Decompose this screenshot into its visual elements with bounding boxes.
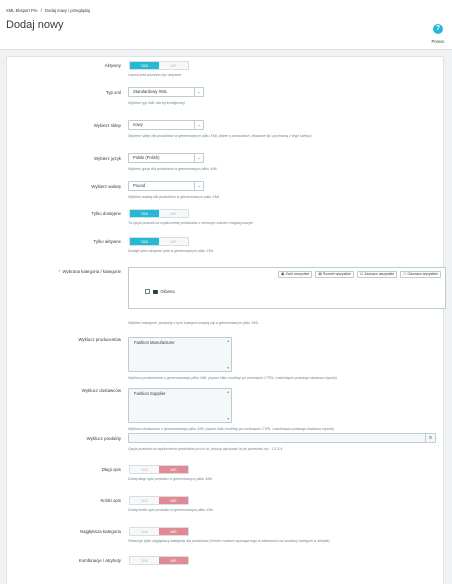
category-checkbox[interactable] (145, 289, 150, 294)
deepest-category-yes-option[interactable]: TAK (130, 528, 159, 535)
exclude-suppliers-help: Wyklucz dostawców z generowanego pliku XML (wybór kilku możliwy po wciśnięciu CTRL i naciśnięciu prawego klawisza myszki) (128, 427, 334, 431)
shop-label: Wybierz sklep (93, 123, 121, 128)
folder-collapse-icon: ▣ (281, 272, 285, 276)
category-root-label[interactable]: Główna (160, 289, 175, 294)
currency-select[interactable] (128, 181, 204, 191)
uncheck-all-label: Odznacz wszystkie (407, 272, 438, 276)
collapse-all-button[interactable] (278, 271, 312, 278)
category-tree (128, 267, 446, 309)
currency-help: Wybierz walutę dla produktów w generowanym pliku XML (128, 195, 220, 199)
help-label: Pomoc (431, 39, 445, 44)
only-active-switch[interactable] (129, 237, 189, 246)
language-value: Polski (Polish) (133, 155, 160, 160)
collapse-all-label: Zwiń wszystkie (285, 272, 310, 276)
active-label: Aktywny (104, 63, 121, 68)
active-yes-option[interactable]: TAK (130, 62, 159, 69)
settings-icon[interactable]: ⚙ (425, 434, 435, 442)
combinations-yes-option[interactable]: TAK (130, 557, 159, 564)
only-available-switch[interactable] (129, 209, 189, 218)
category-tree-item (145, 289, 175, 294)
square-icon: ☐ (403, 272, 407, 276)
breadcrumb (6, 8, 92, 13)
check-all-button[interactable] (357, 271, 397, 278)
deepest-category-switch[interactable] (129, 527, 189, 536)
exclude-suppliers-label: Wyklucz dostawców (81, 388, 121, 393)
exclude-products-help: Opcja pozwala na wykluczenie produktów po ich id, proszę wpisywać id po przecinku np.: 1,2,3,4 (128, 447, 283, 451)
check-all-label: Zaznacz wszystkie (364, 272, 395, 276)
breadcrumb-module[interactable]: XML Eksport Pro (6, 8, 38, 13)
language-help: Wybierz język dla produktów w generowanym pliku XML (128, 167, 218, 171)
chevron-down-icon: ⌄ (194, 154, 203, 162)
deepest-category-help: Pokazuje tylko najgłębszą kategorię dla produktów (Ceneo czasem wymaga tego w zależności od struktury kategorii w sklepie) (128, 539, 330, 543)
active-no-option[interactable]: NIE (159, 62, 188, 69)
page-header (0, 0, 452, 50)
only-active-no-option[interactable]: NIE (159, 238, 188, 245)
short-desc-yes-option[interactable]: TAK (130, 497, 159, 504)
short-desc-help: Dodaj krótki opis produktu w generowanym pliku XML (128, 508, 214, 512)
long-desc-no-option[interactable]: NIE (159, 466, 188, 473)
category-label (11, 269, 121, 274)
config-form-panel (6, 56, 444, 584)
uncheck-all-button[interactable] (400, 271, 441, 278)
long-desc-switch[interactable] (129, 465, 189, 474)
deepest-category-no-option[interactable]: NIE (159, 528, 188, 535)
only-available-no-option[interactable]: NIE (159, 210, 188, 217)
currency-value: Pound (133, 183, 146, 188)
expand-all-label: Rozwiń wszystkie (322, 272, 351, 276)
only-available-help: Ta opcja pozwoli na wykluczenie produktów z zerowym stanem magazynowym (128, 221, 254, 225)
check-square-icon: ☑ (360, 272, 364, 276)
manufacturer-option[interactable]: Fashion Manufacturer (134, 340, 175, 345)
supplier-option[interactable]: Fashion Supplier (134, 391, 166, 396)
short-desc-label: Krótki opis (100, 498, 121, 503)
only-active-help: Dodaje tylko aktywne pola w generowanym pliku XML (128, 249, 214, 253)
required-marker: * (58, 269, 61, 274)
folder-expand-icon: ▤ (318, 272, 322, 276)
short-desc-no-option[interactable]: NIE (159, 497, 188, 504)
scroll-down-icon[interactable]: ▼ (226, 366, 230, 370)
chevron-down-icon: ⌄ (194, 121, 203, 129)
only-available-label: Tylko dostępne (91, 211, 121, 216)
short-desc-switch[interactable] (129, 496, 189, 505)
active-help: Usuwa jeśli powinno być aktywne (128, 73, 182, 77)
xml-type-value: Standardowy XML (133, 89, 168, 94)
combinations-switch[interactable] (129, 556, 189, 565)
exclude-manufacturers-list[interactable] (128, 337, 232, 372)
breadcrumb-current: Dodaj nowy / przeglądaj (45, 8, 90, 13)
xml-type-help: Wybierz typ XML dla tej konfiguracji (128, 101, 185, 105)
shop-help: Wybierz sklep dla produktów w generowanym pliku XML (dane o produktach, dostawie itp. pochodzą z tego sklepu) (128, 134, 312, 138)
long-desc-yes-option[interactable]: TAK (130, 466, 159, 473)
xml-type-select[interactable] (128, 87, 204, 97)
exclude-products-input[interactable] (128, 433, 436, 443)
only-available-yes-option[interactable]: TAK (130, 210, 159, 217)
scroll-down-icon[interactable]: ▼ (226, 417, 230, 421)
chevron-down-icon: ⌄ (194, 88, 203, 96)
long-desc-label: Długi opis (101, 467, 121, 472)
combinations-no-option[interactable]: NIE (159, 557, 188, 564)
active-switch[interactable] (129, 61, 189, 70)
folder-icon (153, 290, 158, 294)
scroll-up-icon[interactable]: ▲ (226, 390, 230, 394)
shop-select[interactable] (128, 120, 204, 130)
chevron-down-icon: ⌄ (194, 182, 203, 190)
long-desc-help: Dodaj długi opis produktu w generowanym pliku XML (128, 477, 213, 481)
xml-type-label: Typ xml (105, 90, 121, 95)
category-tree-toolbar (278, 271, 441, 278)
help-button[interactable] (428, 24, 448, 44)
category-label-text: Wybrana kategoria / kategorie (62, 269, 121, 274)
expand-all-button[interactable] (315, 271, 354, 278)
shop-value: nowy (133, 122, 143, 127)
page-title: Dodaj nowy (6, 19, 64, 31)
category-help: Wybierz kategorie, produkty z tych kategorii znajdą się w generowanym pliku XML (128, 321, 259, 325)
language-select[interactable] (128, 153, 204, 163)
currency-label: Wybierz walutę (91, 184, 121, 189)
breadcrumb-separator: / (40, 8, 42, 13)
deepest-category-label: Najgłębsza kategoria (79, 529, 121, 534)
scroll-up-icon[interactable]: ▲ (226, 339, 230, 343)
only-active-yes-option[interactable]: TAK (130, 238, 159, 245)
language-label: Wybierz język (93, 156, 121, 161)
help-icon: ? (433, 24, 443, 34)
exclude-manufacturers-help: Wyklucz producentów z generowanego pliku XML (wybór kilku możliwy po wciśnięciu CTRL i naciśnięciu prawego klawisza myszki) (128, 376, 337, 380)
combinations-label: Kombinacje / atrybuty (78, 558, 121, 563)
only-active-label: Tylko aktywne (93, 239, 121, 244)
exclude-products-label: Wyklucz produkty (86, 436, 121, 441)
exclude-suppliers-list[interactable] (128, 388, 232, 423)
exclude-manufacturers-label: Wyklucz producentów (78, 337, 121, 342)
